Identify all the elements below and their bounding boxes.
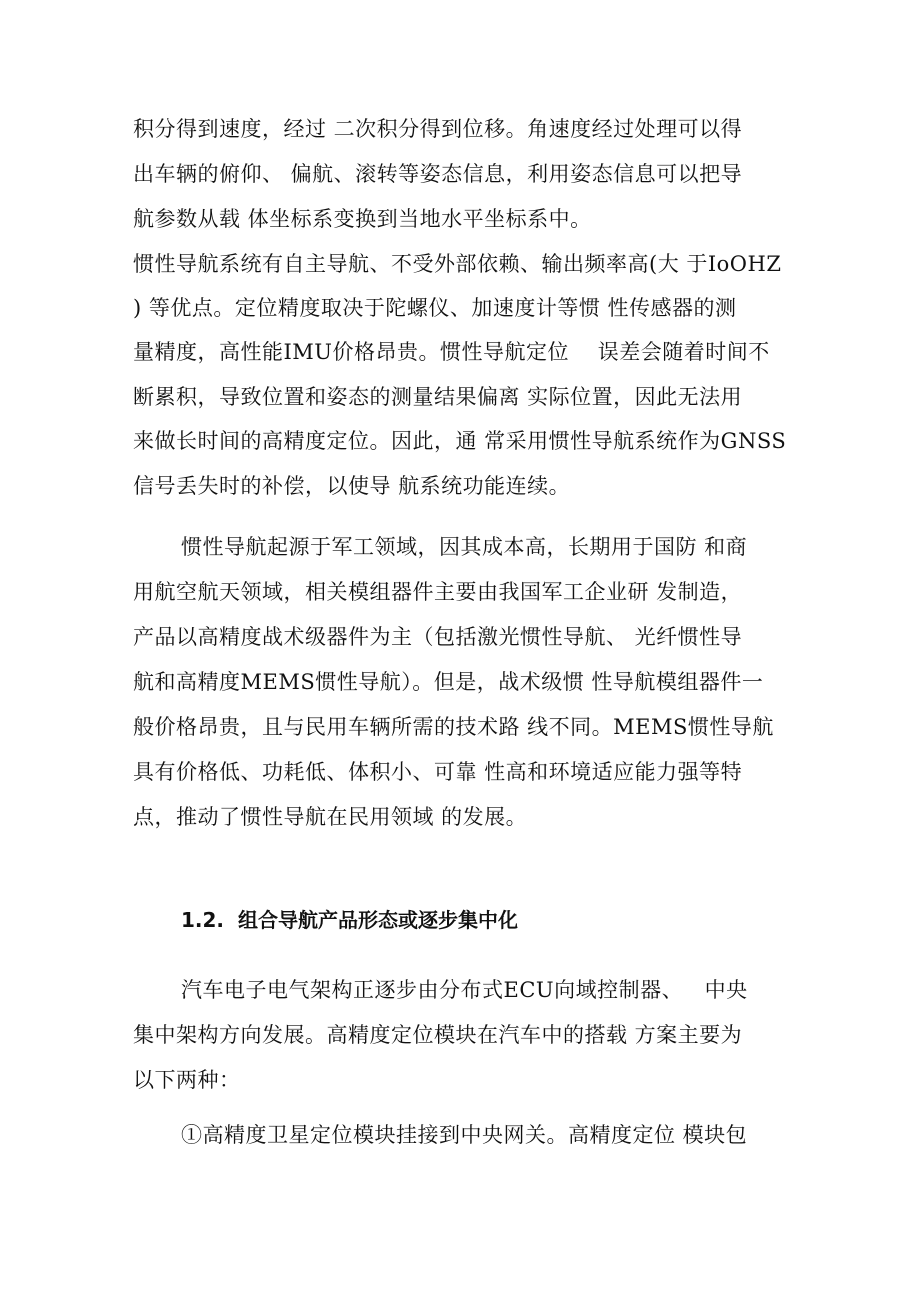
paragraph-1-line-2: 出车辆的俯仰、 偏航、滚转等姿态信息，利用姿态信息可以把导 bbox=[133, 162, 743, 186]
paragraph-2-line-1: 惯性导航系统有自主导航、不受外部依赖、输出频率高(大 于IoOHZ bbox=[133, 252, 782, 276]
paragraph-5-line-1: ①高精度卫星定位模块挂接到中央网关。高精度定位 模块包 bbox=[181, 1123, 748, 1147]
paragraph-2-line-5: 来做长时间的高精度定位。因此，通 常采用惯性导航系统作为GNSS bbox=[133, 429, 787, 453]
paragraph-3-line-5: 般价格昂贵，且与民用车辆所需的技术路 线不同。MEMS惯性导航 bbox=[133, 715, 774, 739]
paragraph-3-line-2: 用航空航天领域，相关模组器件主要由我国军工企业研 发制造， bbox=[133, 580, 743, 604]
paragraph-3-line-3: 产品以高精度战术级器件为主（包括激光惯性导航、 光纤惯性导 bbox=[133, 625, 743, 649]
paragraph-3-line-4: 航和高精度MEMS惯性导航）。但是，战术级惯 性导航模组器件一 bbox=[133, 670, 764, 694]
paragraph-2-line-2: ) 等优点。定位精度取决于陀螺仪、加速度计等惯 性传感器的测 bbox=[133, 296, 737, 320]
paragraph-2-line-4: 断累积，导致位置和姿态的测量结果偏离 实际位置，因此无法用 bbox=[133, 385, 743, 409]
paragraph-2-line-6: 信号丢失时的补偿，以使导 航系统功能连续。 bbox=[133, 474, 571, 498]
paragraph-3-line-6: 具有价格低、功耗低、体积小、可靠 性高和环境适应能力强等特 bbox=[133, 760, 743, 784]
paragraph-1-line-1: 积分得到速度，经过 二次积分得到位移。角速度经过处理可以得 bbox=[133, 117, 743, 141]
paragraph-3-line-7: 点，推动了惯性导航在民用领域 的发展。 bbox=[133, 805, 528, 829]
section-heading: 1.2. 组合导航产品形态或逐步集中化 bbox=[181, 908, 518, 932]
paragraph-3-line-1: 惯性导航起源于军工领域，因其成本高，长期用于国防 和商 bbox=[181, 535, 748, 559]
paragraph-4-line-2: 集中架构方向发展。高精度定位模块在汽车中的搭载 方案主要为 bbox=[133, 1023, 743, 1047]
paragraph-1-line-3: 航参数从载 体坐标系变换到当地水平坐标系中。 bbox=[133, 207, 592, 231]
paragraph-4-line-3: 以下两种： bbox=[133, 1068, 241, 1092]
paragraph-2-line-3: 量精度，高性能IMU价格昂贵。惯性导航定位 误差会随着时间不 bbox=[133, 340, 770, 364]
paragraph-4-line-1: 汽车电子电气架构正逐步由分布式ECU向域控制器、 中央 bbox=[181, 978, 748, 1002]
